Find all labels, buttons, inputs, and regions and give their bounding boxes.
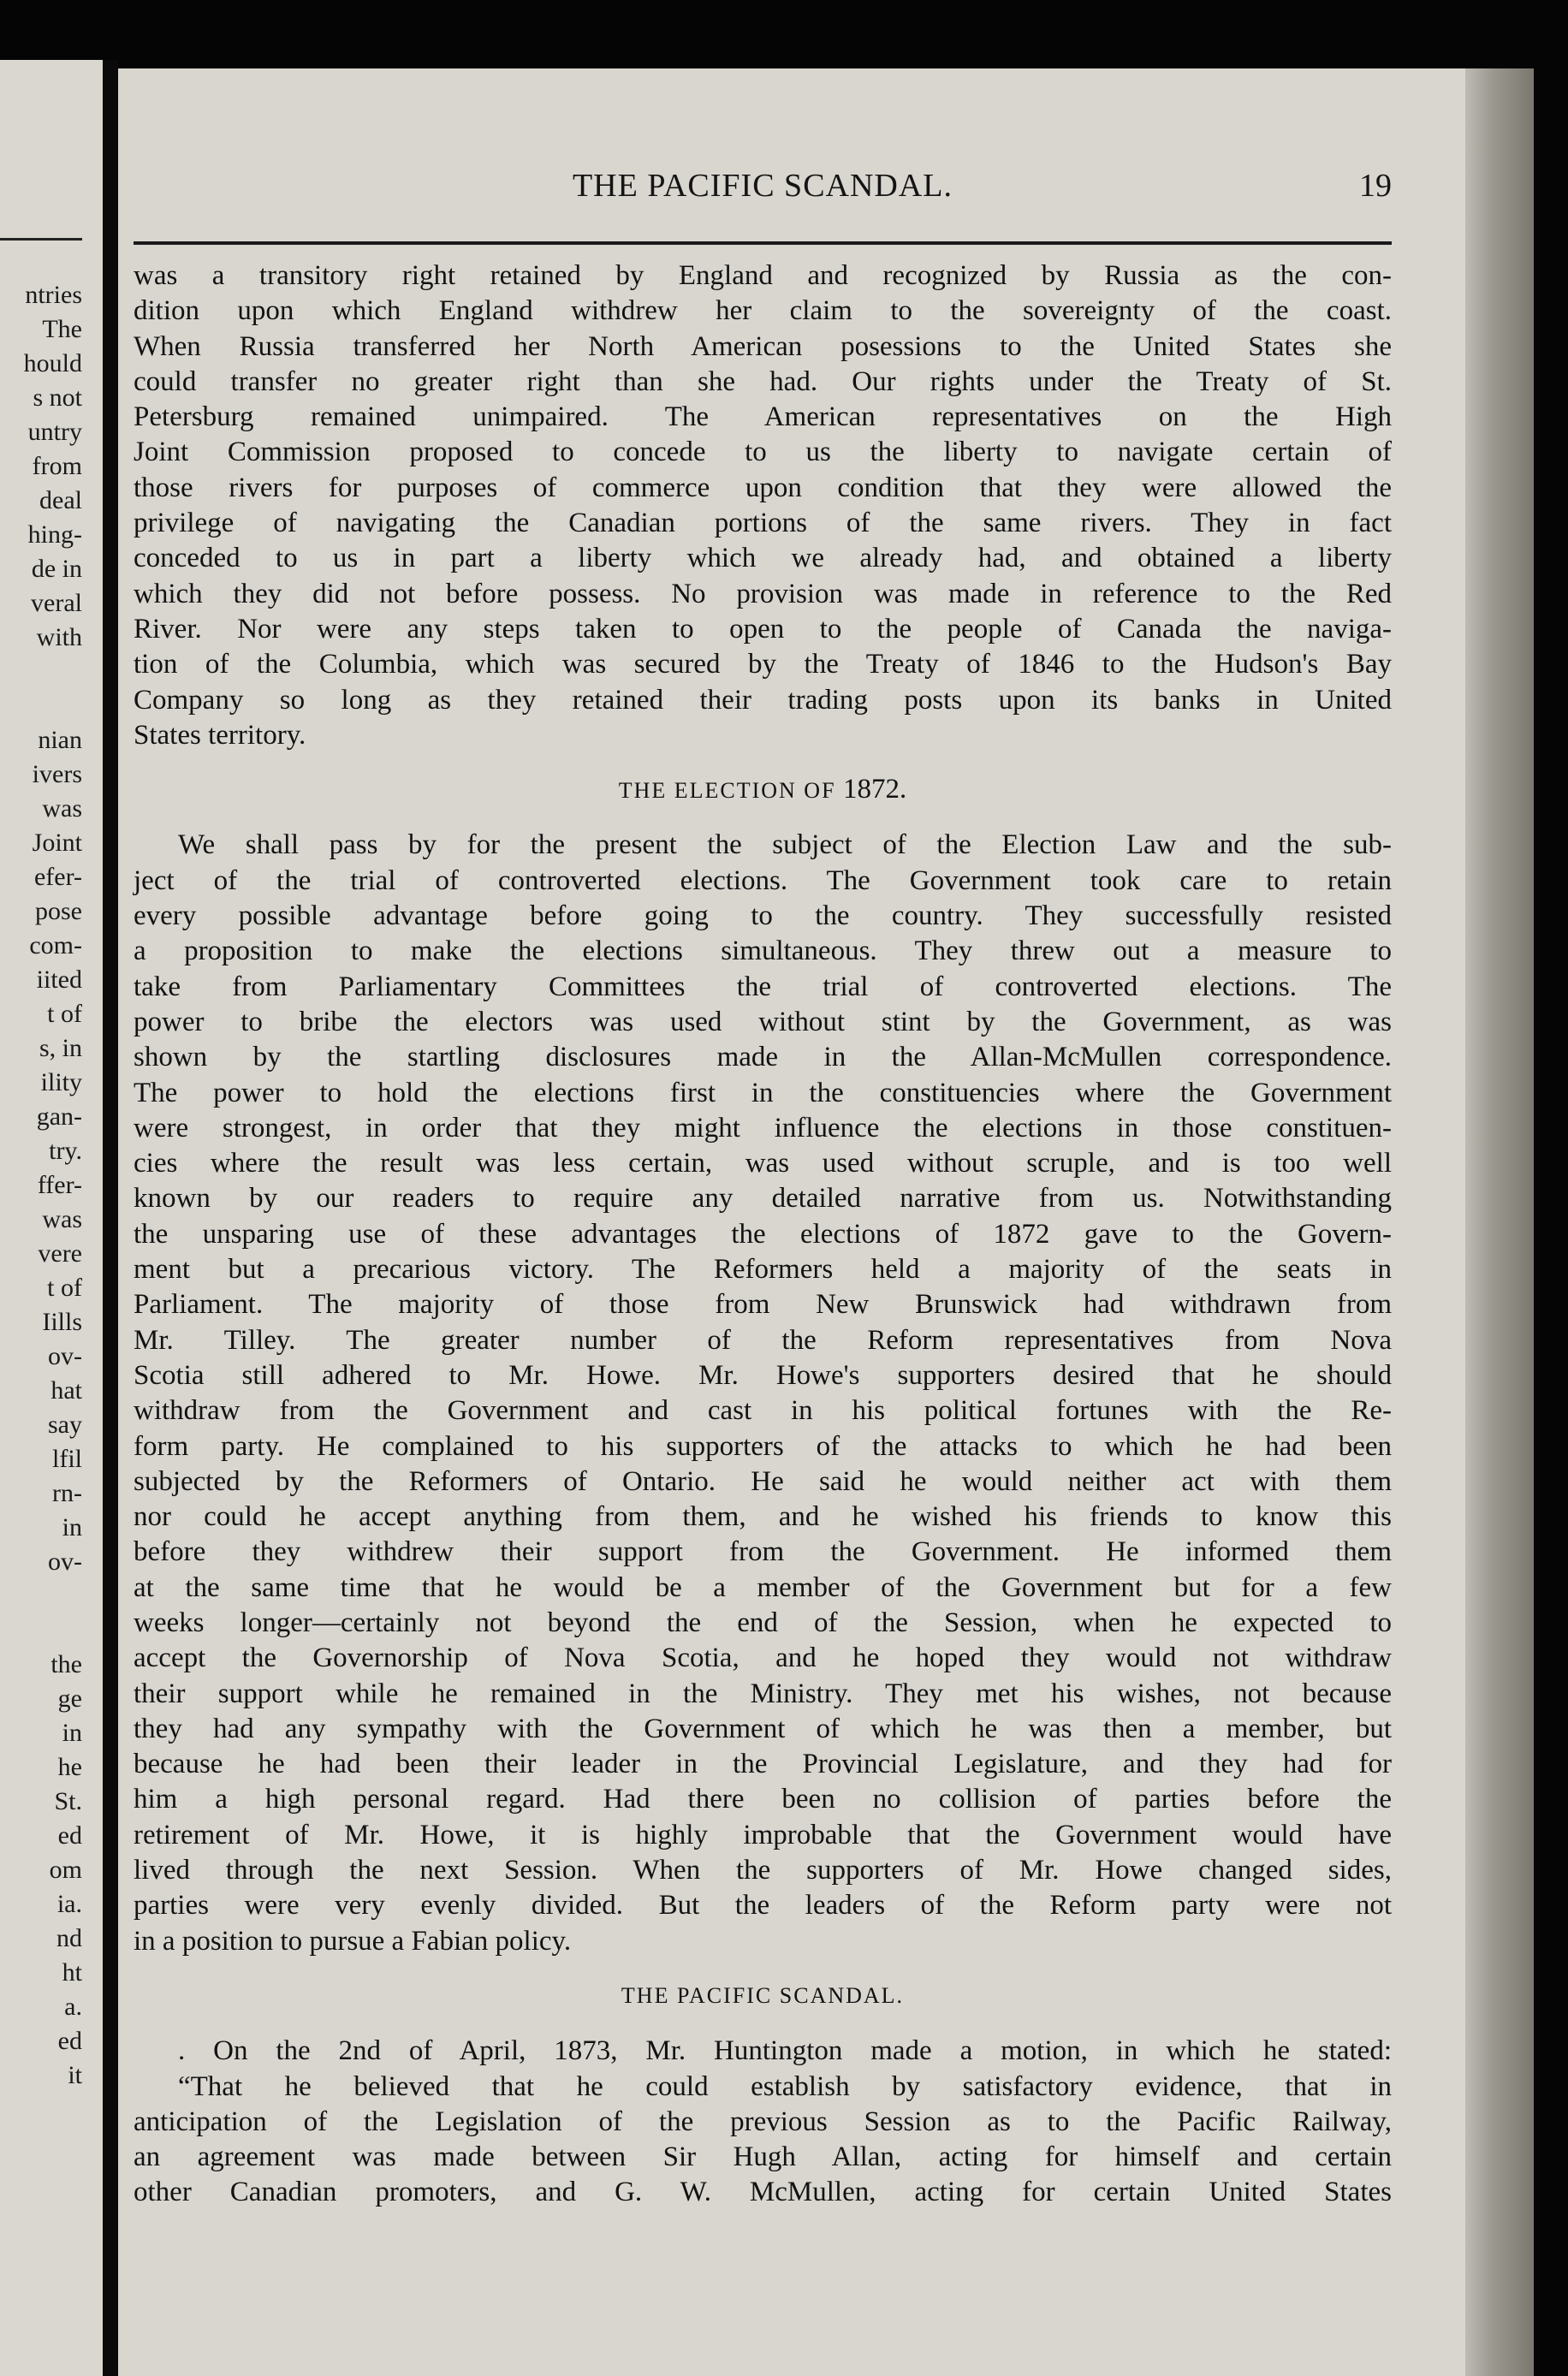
text-line: privilege of navigating the Canadian portions of the same rivers. They in fact [134,508,1392,539]
running-head [134,167,1392,211]
page-stack-edge [1465,68,1534,2376]
facing-page-fragment: s, in [39,1034,82,1062]
facing-page-fragment: ility [40,1068,82,1096]
page-body [134,258,1392,2211]
facing-page-fragment: deal [39,486,82,514]
facing-page-rule [0,238,82,241]
facing-page-fragment: pose [35,897,82,925]
book-gutter [103,60,118,2376]
text-line: Scotia still adhered to Mr. Howe. Mr. Howe's supporters desired that he should [134,1359,1392,1391]
facing-page-fragment: the [50,1650,82,1678]
facing-page-fragment: ed [57,2027,82,2055]
text-line: an agreement was made between Sir Hugh Allan, acting for himself and certain [134,2141,1392,2173]
paragraph-3 [134,2034,1392,2210]
facing-page-fragment: iited [36,965,82,994]
facing-page-fragment: was [42,794,82,823]
text-line: other Canadian promoters, and G. W. McMullen, acting for certain United States [134,2177,1392,2208]
facing-page-fragment: nd [56,1924,82,1952]
text-line: in a position to pursue a Fabian policy. [134,1925,572,1957]
text-line: which they did not before possess. No provision was made in reference to the Red [134,578,1392,609]
book-page [118,68,1465,2376]
facing-page-fragment: was [42,1205,82,1233]
text-line: him a high personal regard. Had there been no collision of parties before the [134,1784,1392,1815]
facing-page-fragment: with [36,623,82,651]
text-line: withdraw from the Government and cast in his political fortunes with the Re- [134,1395,1392,1427]
text-line: lived through the next Session. When the supporters of Mr. Howe changed sides, [134,1855,1392,1886]
facing-page-fragment: hould [23,349,82,377]
facing-page-text [0,278,82,2093]
facing-page-fragment: lfil [52,1445,82,1473]
text-line: States territory. [134,719,306,751]
facing-page-fragment: om [49,1856,82,1884]
page-number: 19 [1359,168,1392,204]
text-line: at the same time that he would be a member of the Government but for a few [134,1571,1392,1603]
text-line: subjected by the Reformers of Ontario. He said he would neither act with them [134,1465,1392,1497]
facing-page-fragment: ge [57,1684,82,1713]
facing-page-fragment: a. [64,1993,82,2021]
facing-page-fragment: ed [57,1821,82,1850]
text-line: before they withdrew their support from the Government. He informed them [134,1536,1392,1568]
facing-page-fragment: ht [62,1958,82,1987]
facing-page-fragment: Joint [32,829,82,857]
facing-page-fragment: ov- [48,1342,82,1370]
text-line: dition upon which England withdrew her claim to the sovereignty of the coast. [134,295,1392,327]
facing-page-fragment: t of [47,1000,82,1028]
facing-page-fragment: com- [29,931,82,959]
text-line: could transfer no greater right than she had. Our rights under the Treaty of St. [134,365,1392,397]
facing-page-fragment: The [42,315,82,343]
text-line: those rivers for purposes of commerce upon condition that they were allowed the [134,472,1392,503]
text-line: nor could he accept anything from them, and he wished his friends to know this [134,1501,1392,1533]
facing-page-fragment: rn- [52,1479,82,1507]
text-line: shown by the startling disclosures made in the Allan-McMullen correspondence. [134,1042,1392,1073]
facing-page-fragment: ivers [32,760,82,788]
text-line: anticipation of the Legislation of the previous Session as to the Pacific Railway, [134,2106,1392,2137]
facing-page-fragment: de in [31,555,82,583]
text-line: tion of the Columbia, which was secured by the Treaty of 1846 to the Hudson's Bay [134,649,1392,680]
facing-page-fragment: untry [27,418,82,446]
text-line: Mr. Tilley. The greater number of the Reform representatives from Nova [134,1324,1392,1356]
facing-page-fragment: ia. [56,1890,82,1918]
text-line: ment but a precarious victory. The Reformers held a majority of the seats in [134,1254,1392,1286]
facing-page-fragment: ffer- [37,1171,82,1199]
text-line: a proposition to make the elections simultaneous. They threw out a measure to [134,936,1392,967]
facing-page-fragment: try. [49,1137,82,1165]
facing-page-fragment [0,689,82,723]
text-line: . On the 2nd of April, 1873, Mr. Huntington made a motion, in which he stated: [178,2035,1392,2067]
section-heading-pacific-scandal: THE PACIFIC SCANDAL. [621,1982,905,2008]
text-line: take from Parliamentary Committees the trial of controverted elections. The [134,971,1392,1002]
text-line: When Russia transferred her North American posessions to the United States she [134,330,1392,362]
text-line: their support while he remained in the Ministry. They met his wishes, not because [134,1678,1392,1709]
paragraph-1 [134,258,1392,753]
text-line: Joint Commission proposed to concede to us the liberty to navigate certain of [134,437,1392,468]
facing-page-fragment: nian [38,726,82,754]
text-line: weeks longer—certainly not beyond the end of the Session, when he expected to [134,1607,1392,1638]
text-line: every possible advantage before going to the country. They successfully resisted [134,900,1392,932]
text-line: “That he believed that he could establish by satisfactory evidence, that in [178,2070,1392,2102]
facing-page-fragment: veral [31,589,82,617]
facing-page-fragment: t of [47,1274,82,1302]
text-line: conceded to us in part a liberty which we already had, and obtained a liberty [134,543,1392,574]
facing-page-fragment: hing- [27,520,82,549]
text-line: were strongest, in order that they might influence the elections in those constituen- [134,1112,1392,1143]
text-line: accept the Governorship of Nova Scotia, and he hoped they would not withdraw [134,1642,1392,1674]
facing-page-fragment [0,1613,82,1648]
text-line: they had any sympathy with the Government of which he was then a member, but [134,1713,1392,1744]
text-line: form party. He complained to his supporters of the attacks to which he had been [134,1430,1392,1462]
text-line: was a transitory right retained by England and recognized by Russia as the con- [134,260,1392,291]
section-heading-election-year: 1872. [843,774,907,805]
facing-page-fragment: in [62,1513,82,1541]
text-line: known by our readers to require any detailed narrative from us. Notwithstanding [134,1183,1392,1215]
text-line: the unsparing use of these advantages the elections of 1872 gave to the Govern- [134,1218,1392,1250]
header-rule [134,241,1392,245]
facing-page-fragment: hat [50,1376,82,1405]
paragraph-2 [134,828,1392,1959]
text-line: ject of the trial of controverted elections. The Government took care to retain [134,864,1392,896]
facing-page-fragment: he [57,1753,82,1781]
text-line: We shall pass by for the present the subject of the Election Law and the sub- [178,829,1392,861]
facing-page-fragment: say [48,1411,82,1439]
text-line: retirement of Mr. Howe, it is highly improbable that the Government would have [134,1819,1392,1850]
text-line: The power to hold the elections first in the constituencies where the Government [134,1077,1392,1108]
facing-page-fragment: St. [54,1787,82,1815]
section-heading-election-text: THE ELECTION OF [618,778,836,804]
facing-page-fragment [0,1579,82,1613]
facing-page-fragment: it [68,2061,82,2089]
facing-page-fragment: from [32,452,82,480]
text-line: Parliament. The majority of those from New Brunswick had withdrawn from [134,1289,1392,1321]
facing-page-fragment [0,655,82,689]
text-line: Petersburg remained unimpaired. The American representatives on the High [134,401,1392,433]
text-line: cies where the result was less certain, was used without scruple, and is too well [134,1148,1392,1179]
text-line: power to bribe the electors was used without stint by the Government, as was [134,1006,1392,1037]
text-line: parties were very evenly divided. But the leaders of the Reform party were not [134,1890,1392,1922]
facing-page-fragment: s not [33,383,82,412]
text-line: River. Nor were any steps taken to open to the people of Canada the naviga- [134,613,1392,644]
facing-page-fragment: in [62,1719,82,1747]
facing-page-fragment: Iills [42,1308,82,1336]
facing-page-edge [0,60,103,2376]
section-heading-election [134,772,1392,807]
facing-page-fragment: gan- [36,1102,82,1131]
facing-page-fragment: ov- [48,1547,82,1576]
facing-page-fragment: ntries [25,281,82,309]
running-title: THE PACIFIC SCANDAL. [572,168,953,204]
text-line: because he had been their leader in the Provincial Legislature, and they had for [134,1749,1392,1780]
text-line: Company so long as they retained their trading posts upon its banks in United [134,684,1392,716]
facing-page-fragment: efer- [33,863,82,891]
facing-page-fragment: vere [38,1239,82,1268]
